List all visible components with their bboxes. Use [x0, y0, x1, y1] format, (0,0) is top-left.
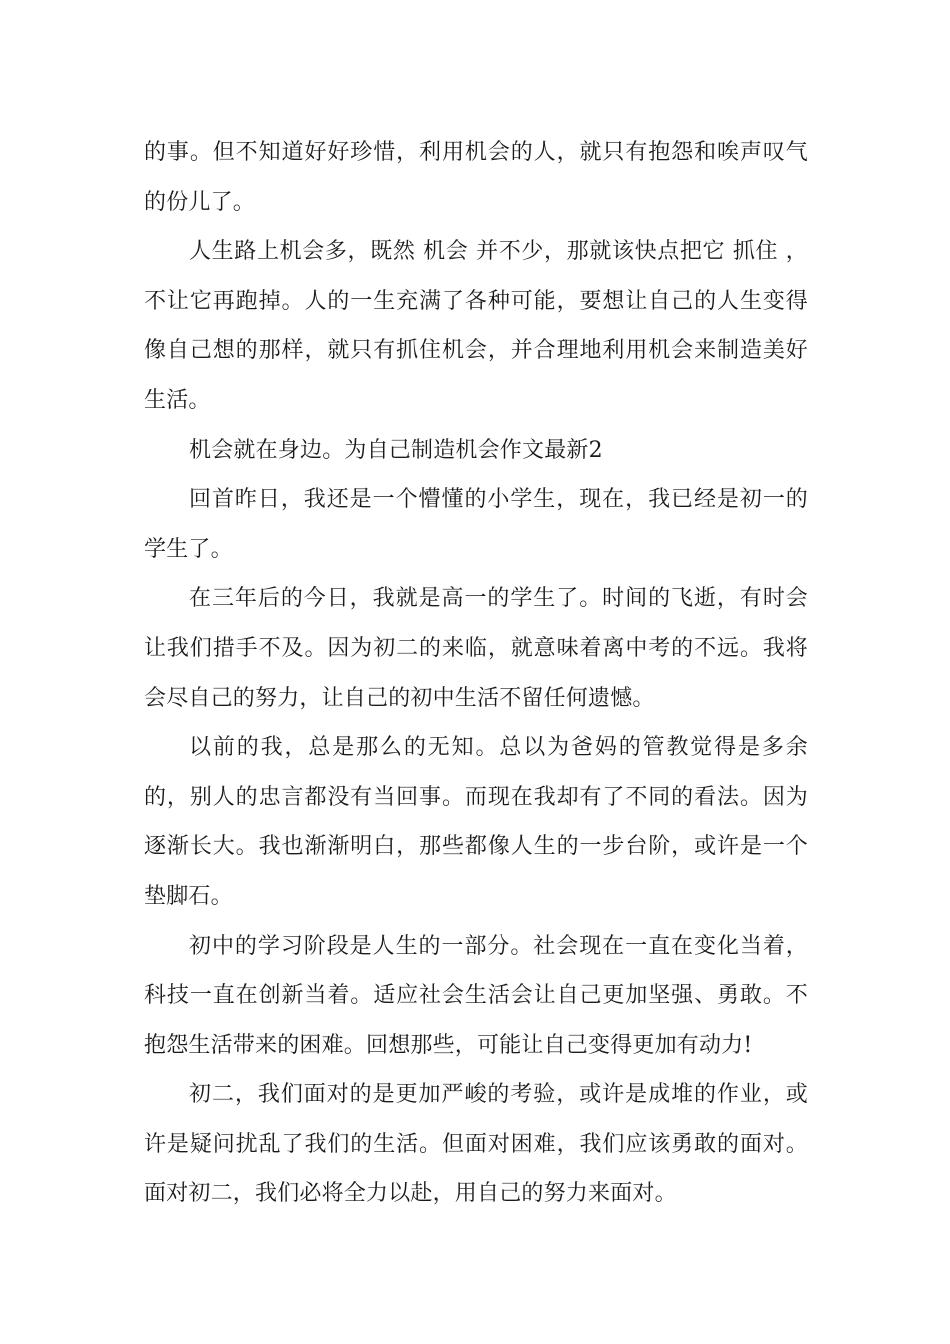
- paragraph-7: 初二，我们面对的是更加严峻的考验，或许是成堆的作业，或许是疑问扰乱了我们的生活。但面对困难，我们应该勇敢的面对。面对初二，我们必将全力以赴，用自己的努力来面对。: [144, 1082, 808, 1207]
- paragraph-2: 人生路上机会多，既然 机会 并不少，那就该快点把它 抓住 ，不让它再跑掉。人的一生充满了各种可能，要想让自己的人生变得像自己想的那样，就只有抓住机会，并合理地利用机会来制造美好生活。: [144, 239, 808, 413]
- paragraph-4: 在三年后的今日，我就是高一的学生了。时间的飞逝，有时会让我们措手不及。因为初二的来临，就意味着离中考的不远。我将会尽自己的努力，让自己的初中生活不留任何遗憾。: [144, 586, 808, 711]
- paragraph-3: 回首昨日，我还是一个懵懂的小学生，现在，我已经是初一的学生了。: [144, 487, 808, 562]
- section-heading: 机会就在身边。为自己制造机会作文最新2: [189, 437, 603, 463]
- paragraph-5: 以前的我，总是那么的无知。总以为爸妈的管教觉得是多余的，别人的忠言都没有当回事。而现在我却有了不同的看法。因为逐渐长大。我也渐渐明白，那些都像人生的一步台阶，或许是一个垫脚石。: [144, 735, 808, 909]
- document-body: [144, 128, 808, 1219]
- paragraph-6: 初中的学习阶段是人生的一部分。社会现在一直在变化当着，科技一直在创新当着。适应社会生活会让自己更加坚强、勇敢。不抱怨生活带来的困难。回想那些，可能让自己变得更加有动力!: [144, 933, 808, 1058]
- paragraph-1: 的事。但不知道好好珍惜，利用机会的人，就只有抱怨和唉声叹气的份儿了。: [144, 140, 808, 215]
